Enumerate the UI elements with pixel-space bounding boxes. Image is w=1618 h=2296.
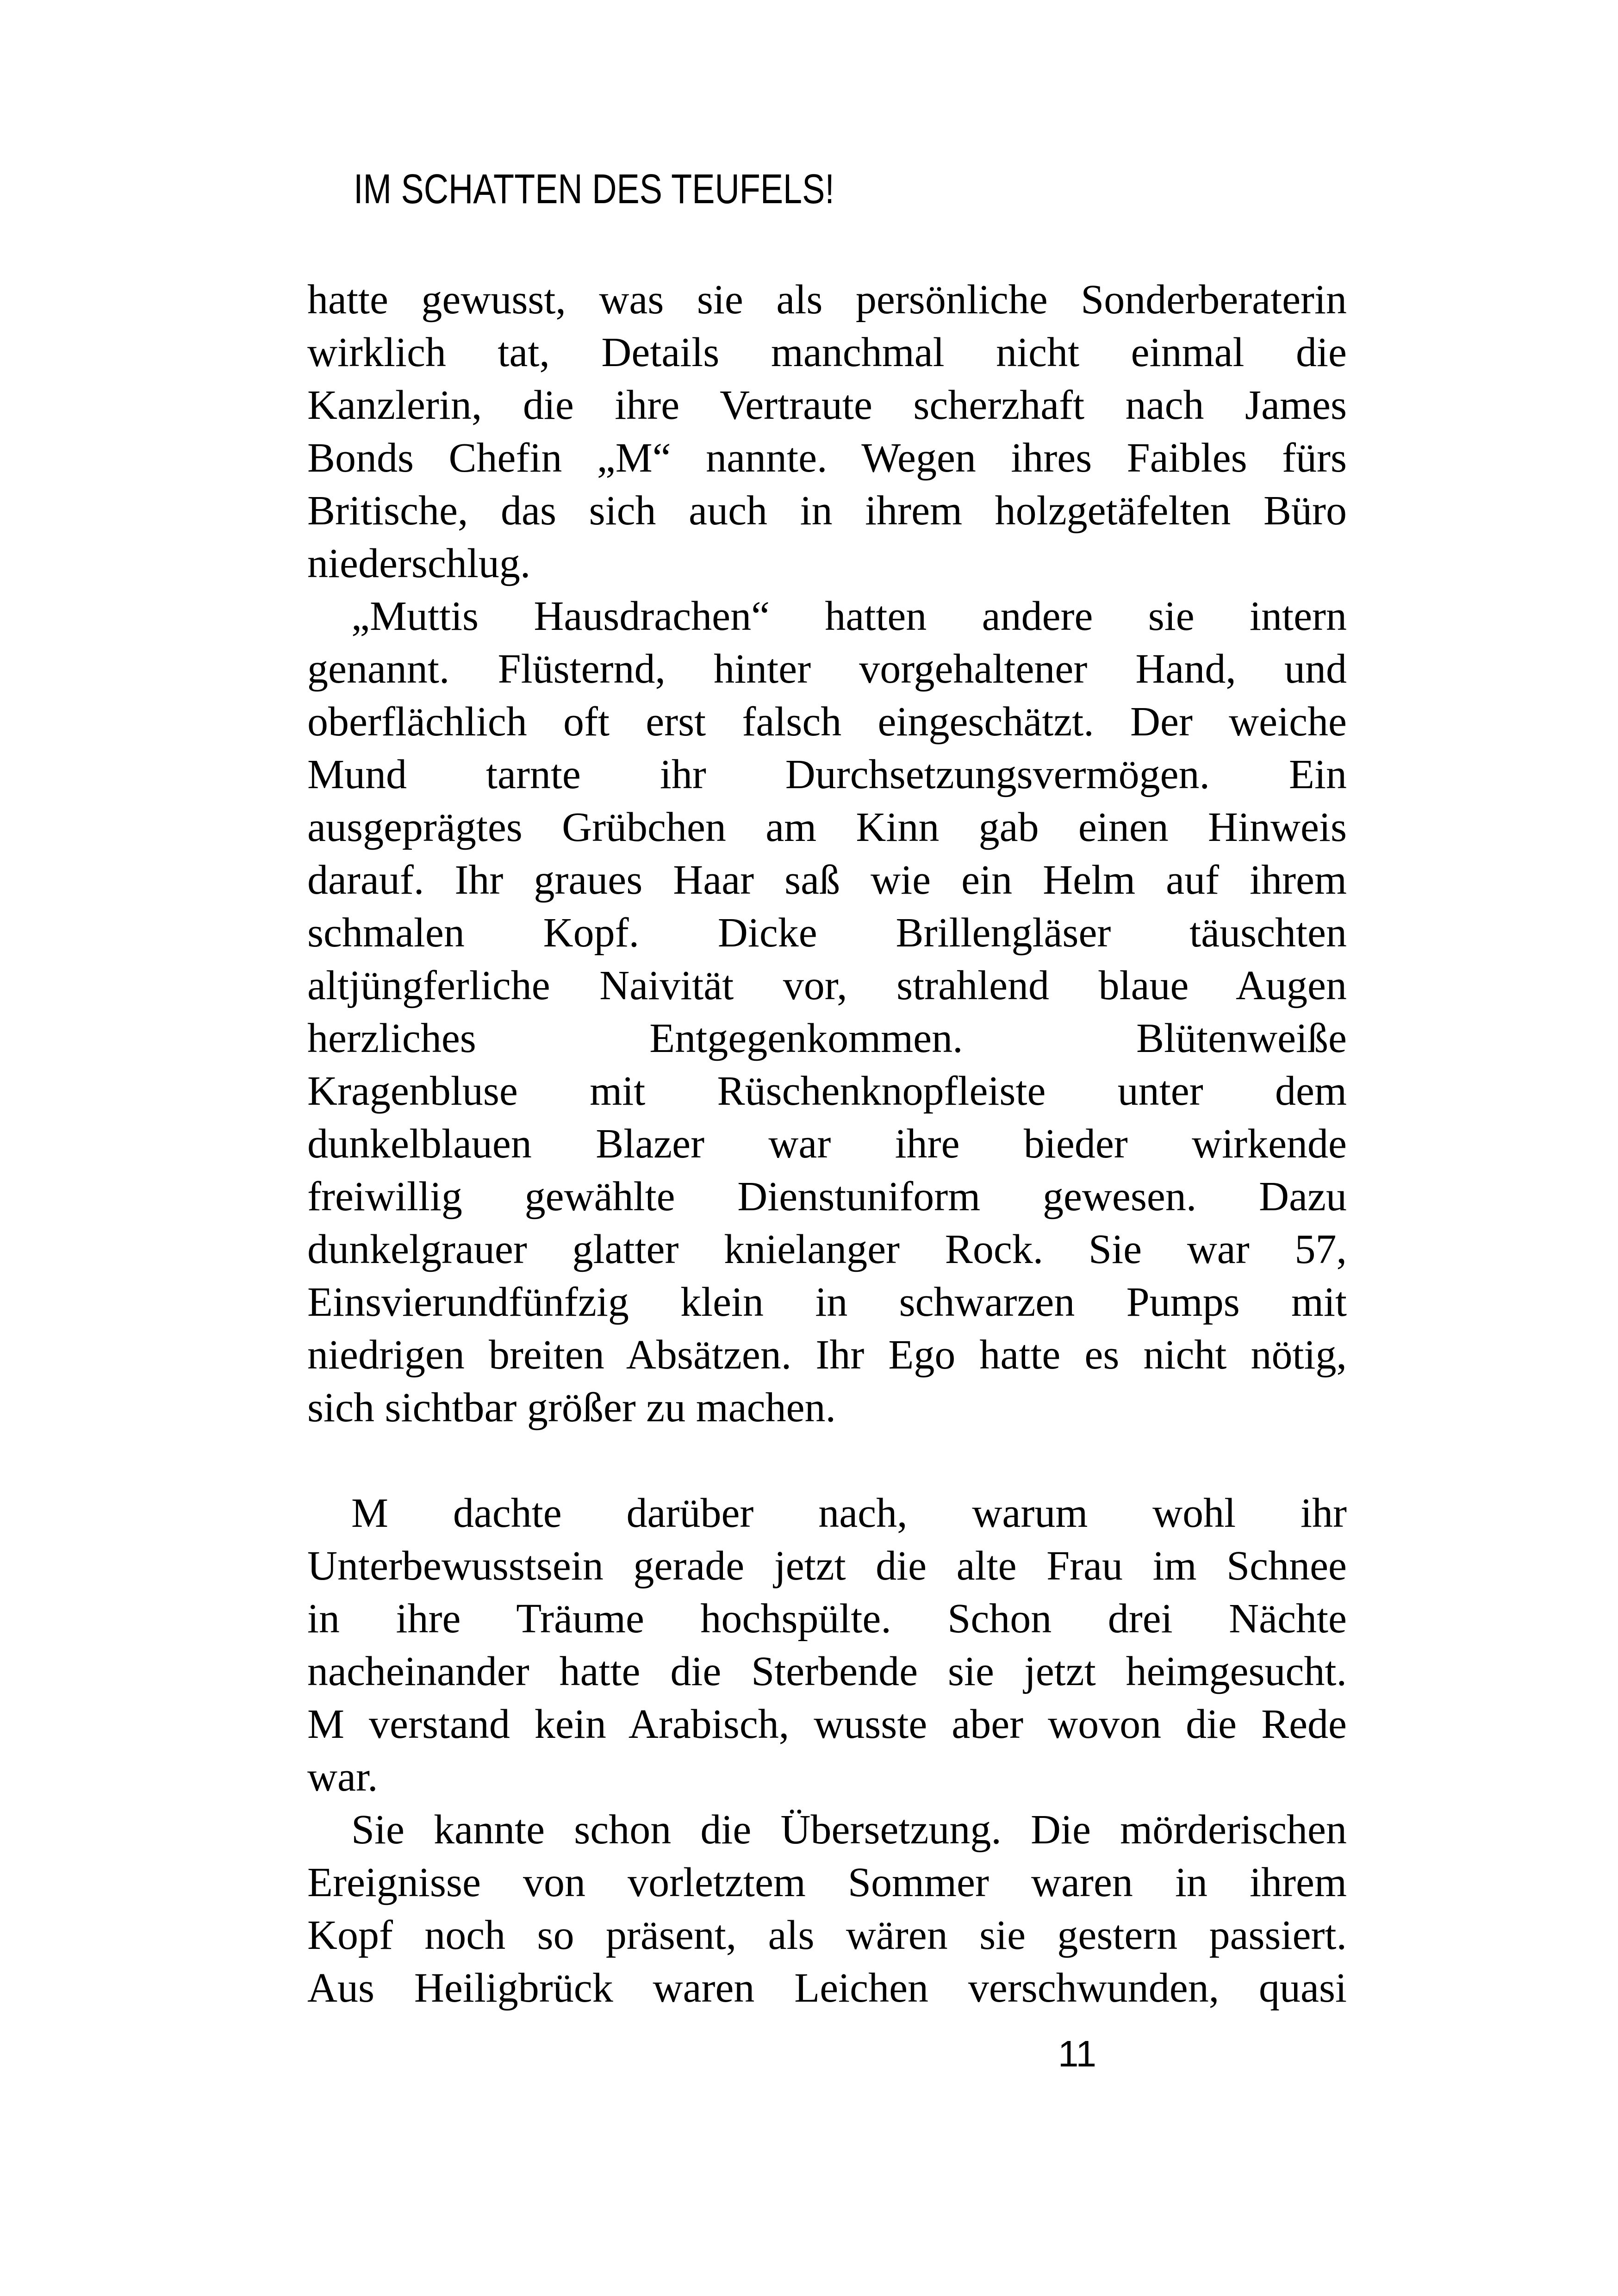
text-line: niederschlug. [307,541,531,586]
text-line: dunkelgrauer glatter knielanger Rock. Sie war 57, [307,1226,1347,1272]
text-line: darauf. Ihr graues Haar saß wie ein Helm auf ihrem [307,857,1347,903]
text-line: niedrigen breiten Absätzen. Ihr Ego hatte es nicht nötig, [307,1332,1347,1378]
running-header: IM SCHATTEN DES TEUFELS! [354,166,834,212]
text-line: dunkelblauen Blazer war ihre bieder wirkende [307,1121,1347,1167]
text-line: Sie kannte schon die Übersetzung. Die mörderischen [351,1807,1347,1853]
text-line: ausgeprägtes Grübchen am Kinn gab einen Hinweis [307,804,1347,850]
text-line: in ihre Träume hochspülte. Schon drei Nächte [307,1596,1347,1642]
text-line: schmalen Kopf. Dicke Brillengläser täuschten [307,910,1347,956]
paragraph-1 [307,274,1347,590]
text-line: herzliches Entgegenkommen. Blütenweiße [307,1015,1347,1061]
text-line: genannt. Flüsternd, hinter vorgehaltener Hand, und [307,646,1347,692]
text-line: oberflächlich oft erst falsch eingeschätzt. Der weiche [307,699,1347,745]
text-line: M dachte darüber nach, warum wohl ihr [351,1490,1347,1536]
text-line: Unterbewusstsein gerade jetzt die alte Frau im Schnee [307,1543,1347,1589]
paragraph-4 [307,1804,1347,2015]
text-line: Kragenbluse mit Rüschenknopfleiste unter dem [307,1068,1347,1114]
text-line: Bonds Chefin „M“ nannte. Wegen ihres Faibles fürs [307,435,1347,481]
text-line: wirklich tat, Details manchmal nicht einmal die [307,330,1347,375]
text-line: Aus Heiligbrück waren Leichen verschwunden, quasi [307,1965,1347,2011]
paragraph-3 [307,1487,1347,1804]
text-line: war. [307,1754,378,1800]
text-line: Einsvierundfünfzig klein in schwarzen Pumps mit [307,1279,1347,1325]
text-line: freiwillig gewählte Dienstuniform gewesen. Dazu [307,1174,1347,1220]
text-line: sich sichtbar größer zu machen. [307,1385,836,1431]
text-line: Britische, das sich auch in ihrem holzgetäfelten Büro [307,488,1347,534]
text-line: Mund tarnte ihr Durchsetzungsvermögen. Ein [307,752,1347,797]
body-text [307,274,1347,2015]
text-line: nacheinander hatte die Sterbende sie jetzt heimgesucht. [307,1649,1347,1694]
text-line: „Muttis Hausdrachen“ hatten andere sie intern [351,593,1347,639]
paragraph-2 [307,590,1347,1434]
text-line: Kopf noch so präsent, als wären sie gestern passiert. [307,1912,1347,1958]
text-line: Kanzlerin, die ihre Vertraute scherzhaft nach James [307,382,1347,428]
page-number: 11 [1058,2033,1097,2074]
text-line: Ereignisse von vorletztem Sommer waren in ihrem [307,1860,1347,1905]
text-line: M verstand kein Arabisch, wusste aber wovon die Rede [307,1701,1347,1747]
text-line: altjüngferliche Naivität vor, strahlend blaue Augen [307,963,1347,1008]
text-line: hatte gewusst, was sie als persönliche Sonderberaterin [307,277,1347,323]
